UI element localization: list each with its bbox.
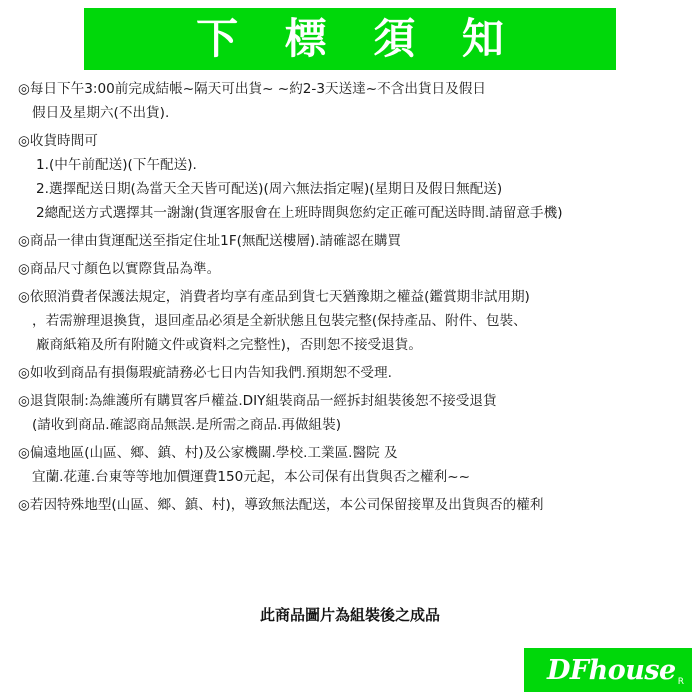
notice-line: ◎收貨時間可 [18,133,98,150]
notice-line: 廠商紙箱及所有附隨文件或資料之完整性)，否則恕不接受退貨。 [36,337,422,354]
notice-line: ◎退貨限制:為維護所有購買客戶權益.DIY組裝商品一經拆封組裝後恕不接受退貨 [18,393,497,410]
notice-line: 1.(中午前配送)(下午配送). [36,157,197,174]
assembly-footnote: 此商品圖片為組裝後之成品 [259,606,440,624]
notice-line: ◎商品一律由貨運配送至指定住址1F(無配送樓層).請確認在購買 [18,233,402,250]
notice-line: ◎每日下午3:00前完成結帳~隔天可出貨~ ~約2-3天送達~不含出貨日及假日 [18,81,486,97]
notice-line: ◎偏遠地區(山區、鄉、鎮、村)及公家機關.學校.工業區.醫院 及 [18,445,398,462]
notice-line: 假日及星期六(不出貨). [32,105,170,122]
brand-logo-text: DFhouse [547,654,676,686]
notice-line: 宜蘭.花蓮.台東等等地加價運費150元起，本公司保有出貨與否之權利~~ [32,469,470,486]
notice-line: 2總配送方式選擇其一謝謝(貨運客服會在上班時間與您約定正確可配送時間.請留意手機) [36,205,563,222]
notice-line: ◎如收到商品有損傷瑕疵請務必七日内告知我們.預期恕不受理. [18,365,392,382]
page-title: 下 標 須 知 [196,14,520,63]
brand-logo [524,648,692,692]
notice-line: ◎依照消費者保護法規定，消費者均享有產品到貨七天猶豫期之權益(鑑賞期非試用期) [18,289,530,306]
notice-line: (請收到商品.確認商品無誤.是所需之商品.再做組裝) [32,417,342,434]
notice-body [18,78,686,522]
notice-line: ◎若因特殊地型(山區、鄉、鎮、村)，導致無法配送，本公司保留接單及出貨與否的權利 [18,497,544,514]
notice-line: 2.選擇配送日期(為當天全天皆可配送)(周六無法指定喔)(星期日及假日無配送) [36,181,503,198]
title-banner [84,8,616,70]
registered-mark-icon: R [677,677,684,687]
notice-line: ，若需辦理退換貨，退回產品必須是全新狀態且包裝完整(保持產品、附件、包裝、 [32,313,527,330]
notice-line: ◎商品尺寸顏色以實際貨品為準。 [18,261,221,278]
